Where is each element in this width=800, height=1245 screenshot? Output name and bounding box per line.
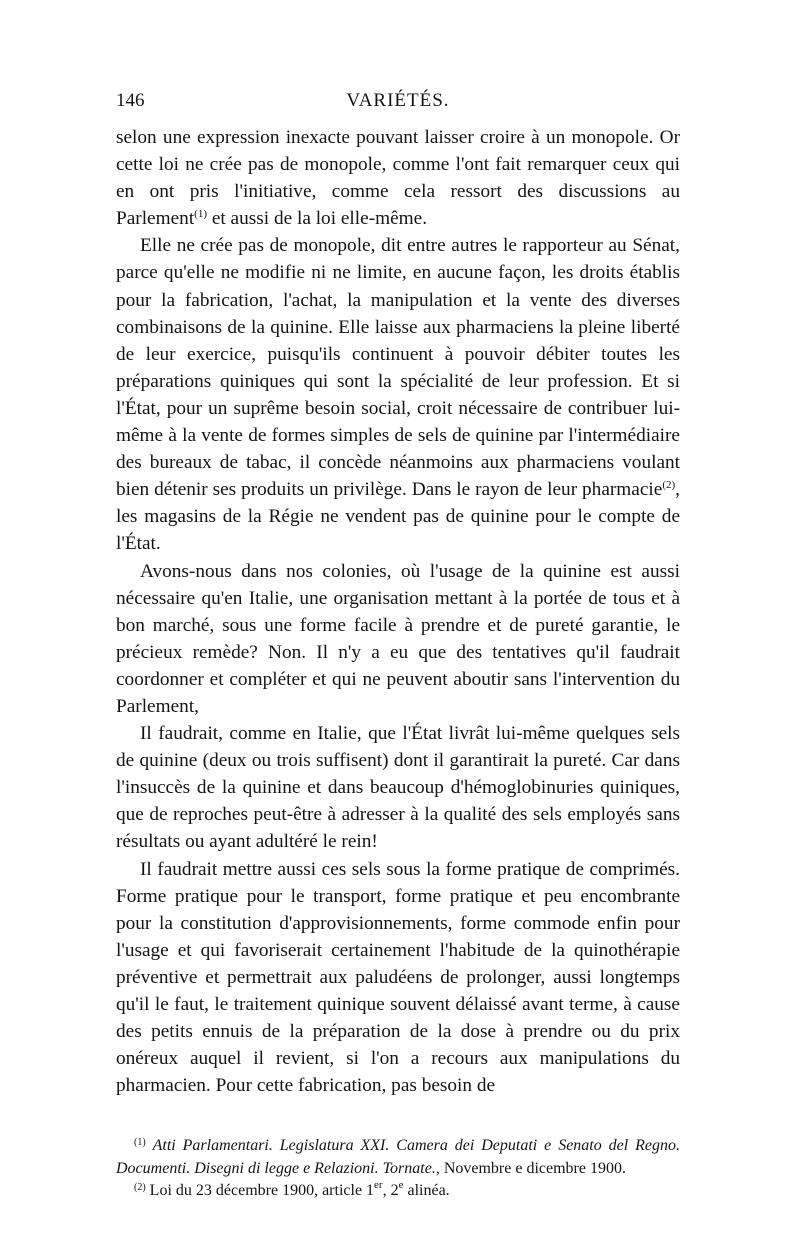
footnote-ref-2: (2) bbox=[662, 479, 676, 492]
footnotes bbox=[116, 1135, 680, 1203]
footnote-source: Atti Parlamentari. Legislatura XXI. Camera dei Deputati e Senato del Regno. Documenti. Disegni di legge e Relazioni. Tornate. bbox=[116, 1137, 681, 1177]
paragraph-4: Il faudrait, comme en Italie, que l'État livrât lui-même quelques sels de quinine (deux ou trois suffisent) dont il garantirait la pureté. Car dans l'insuccès de la quinine et dans beaucoup d'hémoglobinuries quiniques, que de reproches peut-être à adresser à la qualité des sels employés sans résultats ou ayant adultéré le rein! bbox=[116, 723, 680, 853]
footnote-1: $^{(1)}$ Atti Parlamentari. Legislatura XXI. Camera dei Deputati e Senato del Regno. Documenti. Disegni di legge e Relazioni. Tornate., Novembre e dicembre 1900. bbox=[116, 1137, 681, 1177]
running-title: VARIÉTÉS. bbox=[346, 90, 450, 111]
paragraph-1: selon une expression inexacte pouvant laisser croire à un monopole. Or cette loi ne crée pas de monopole, comme l'ont fait remarquer ceux qui en ont pris l'initiative, comme cela ressort des discussions au Parlement$^{(1)}$ et aussi de la loi elle-même. bbox=[116, 127, 680, 230]
paragraph-2: Elle ne crée pas de monopole, dit entre autres le rapporteur au Sénat, parce qu'elle ne modifie ni ne limite, en aucune façon, les droits établis pour la fabrication, l'achat, la manipulation et la vente des diverses combinaisons de la quinine. Elle laisse aux pharmaciens la pleine liberté de leur exercice, puisqu'ils continuent à pouvoir débiter toutes les préparations quiniques qui sont la spécialité de leur profession. Et si l'État, pour un suprême besoin social, croit nécessaire de contribuer lui-même à la vente de formes simples de sels de quinine par l'intermédiaire des bureaux de tabac, il concède néanmoins aux pharmaciens voulant bien détenir ses produits un privilège. Dans le rayon de leur pharmacie$^{(2)}$, les magasins de la Régie ne vendent pas de quinine pour le compte de l'État. bbox=[116, 235, 680, 555]
page-number: 146 bbox=[116, 90, 145, 111]
body-text bbox=[116, 124, 680, 1099]
footnote-2: $^{(2)}$ Loi du 23 décembre 1900, article 1er, 2e alinéa. bbox=[134, 1179, 450, 1200]
footnote-ref-1: (1) bbox=[194, 208, 207, 221]
page-header bbox=[116, 88, 680, 124]
footnote-marker-1: (1) bbox=[134, 1137, 146, 1149]
footnote-marker-2: (2) bbox=[134, 1182, 146, 1194]
paragraph-3: Avons-nous dans nos colonies, où l'usage de la quinine est aussi nécessaire qu'en Italie, une organisation mettant à la portée de tous et à bon marché, sous une forme facile à prendre et de pureté garantie, le précieux remède? Non. Il n'y a eu que des tentatives qu'il faudrait coordonner et compléter et qui ne peuvent aboutir sans l'intervention du Parlement, bbox=[116, 560, 680, 717]
paragraph-5: Il faudrait mettre aussi ces sels sous la forme pratique de comprimés. Forme pratique pour le transport, forme pratique et peu encombrante pour la constitution d'approvisionnements, forme commode enfin pour l'usage et qui favoriserait certainement l'habitude de la quinothérapie préventive et permettrait aux paludéens de prolonger, aussi longtemps qu'il le faut, le traitement quinique souvent délaissé avant terme, à cause des petits ennuis de la préparation de la dose à prendre ou du prix onéreux auquel il revient, si l'on a recours aux manipulations du pharmacien. Pour cette fabrication, pas besoin de bbox=[116, 858, 680, 1097]
book-page bbox=[116, 88, 680, 1203]
